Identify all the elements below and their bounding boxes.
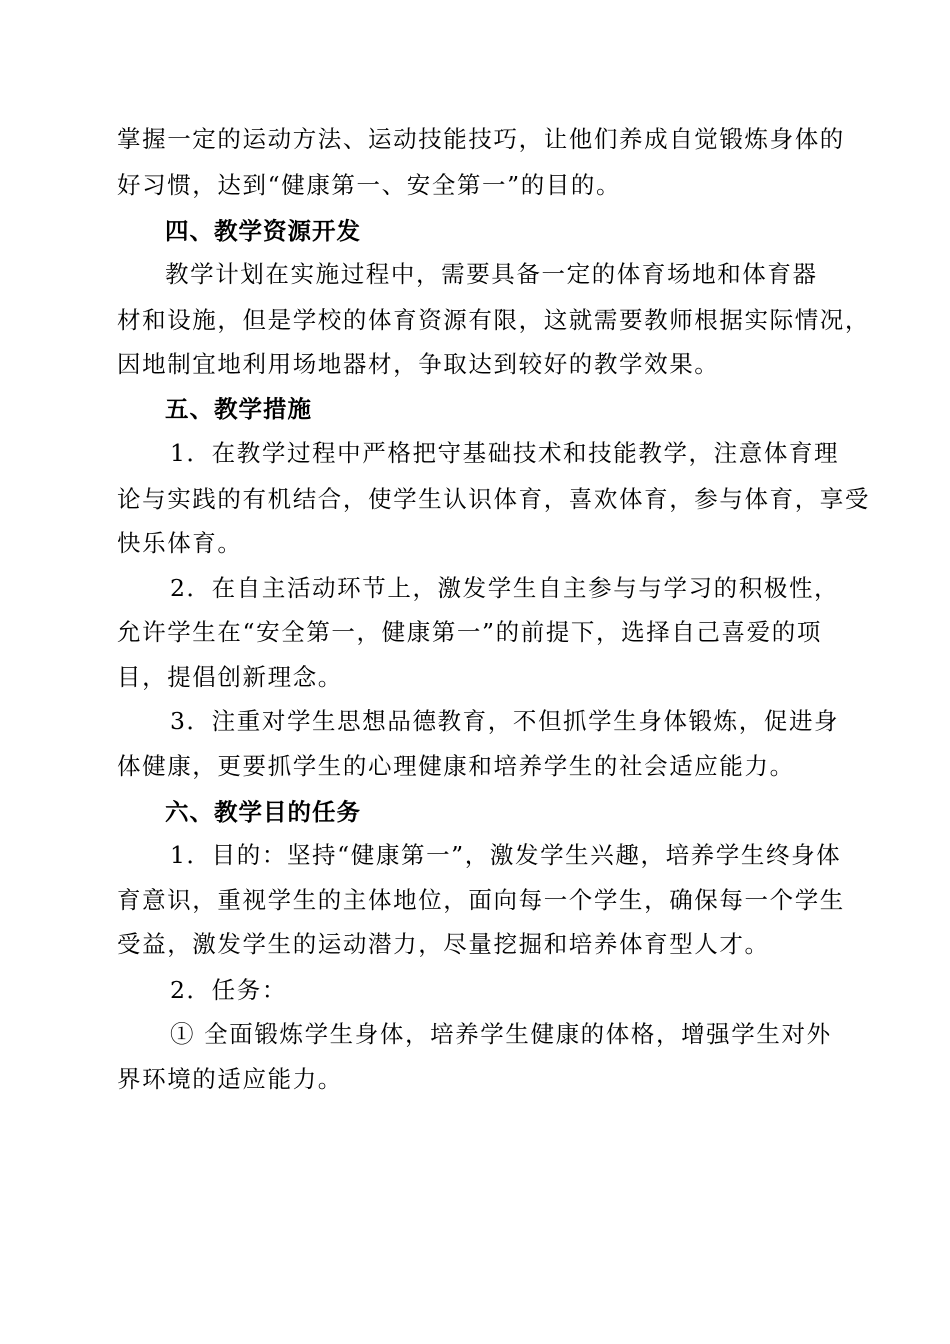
- section-4-paragraph-line-1: 教学计划在实施过程中，需要具备一定的体育场地和体育器: [165, 260, 818, 288]
- section-6-item-1-line-2: 育意识，重视学生的主体地位，面向每一个学生，确保每一个学生: [117, 886, 845, 914]
- section-5-item-1-line-1: 1．在教学过程中严格把守基础技术和技能教学，注意体育理: [170, 439, 840, 467]
- section-6-subitem-1-line-2: 界环境的适应能力。: [117, 1065, 343, 1093]
- section-5-heading: 五、教学措施: [165, 395, 312, 423]
- section-5-item-2-line-2: 允许学生在“安全第一，健康第一”的前提下，选择自己喜爱的项: [117, 618, 822, 646]
- section-5-item-2-line-3: 目，提倡创新理念。: [117, 663, 343, 691]
- section-4-paragraph-line-3: 因地制宜地利用场地器材，争取达到较好的教学效果。: [117, 350, 720, 378]
- section-6-item-1-line-1: 1．目的：坚持“健康第一”，激发学生兴趣，培养学生终身体: [170, 841, 842, 869]
- section-5-item-3-line-1: 3．注重对学生思想品德教育，不但抓学生身体锻炼，促进身: [170, 707, 840, 735]
- section-5-item-2-line-1: 2．在自主活动环节上，激发学生自主参与与学习的积极性，: [170, 574, 840, 602]
- intro-line-2: 好习惯，达到“健康第一、安全第一”的目的。: [117, 171, 622, 199]
- section-4-paragraph-line-2: 材和设施，但是学校的体育资源有限，这就需要教师根据实际情况，: [117, 306, 870, 334]
- section-6-heading: 六、教学目的任务: [165, 798, 361, 826]
- section-6-item-1-line-3: 受益，激发学生的运动潜力，尽量挖掘和培养体育型人才。: [117, 930, 770, 958]
- section-6-item-2-line-1: 2．任务：: [170, 976, 287, 1004]
- section-5-item-1-line-3: 快乐体育。: [117, 529, 243, 557]
- section-4-heading: 四、教学资源开发: [165, 217, 361, 245]
- section-5-item-3-line-2: 体健康，更要抓学生的心理健康和培养学生的社会适应能力。: [117, 752, 795, 780]
- intro-line-1: 掌握一定的运动方法、运动技能技巧，让他们养成自觉锻炼身体的: [117, 125, 845, 153]
- section-6-subitem-1-line-1: ① 全面锻炼学生身体，培养学生健康的体格，增强学生对外: [170, 1020, 832, 1048]
- section-5-item-1-line-2: 论与实践的有机结合，使学生认识体育，喜欢体育，参与体育，享受: [117, 485, 870, 513]
